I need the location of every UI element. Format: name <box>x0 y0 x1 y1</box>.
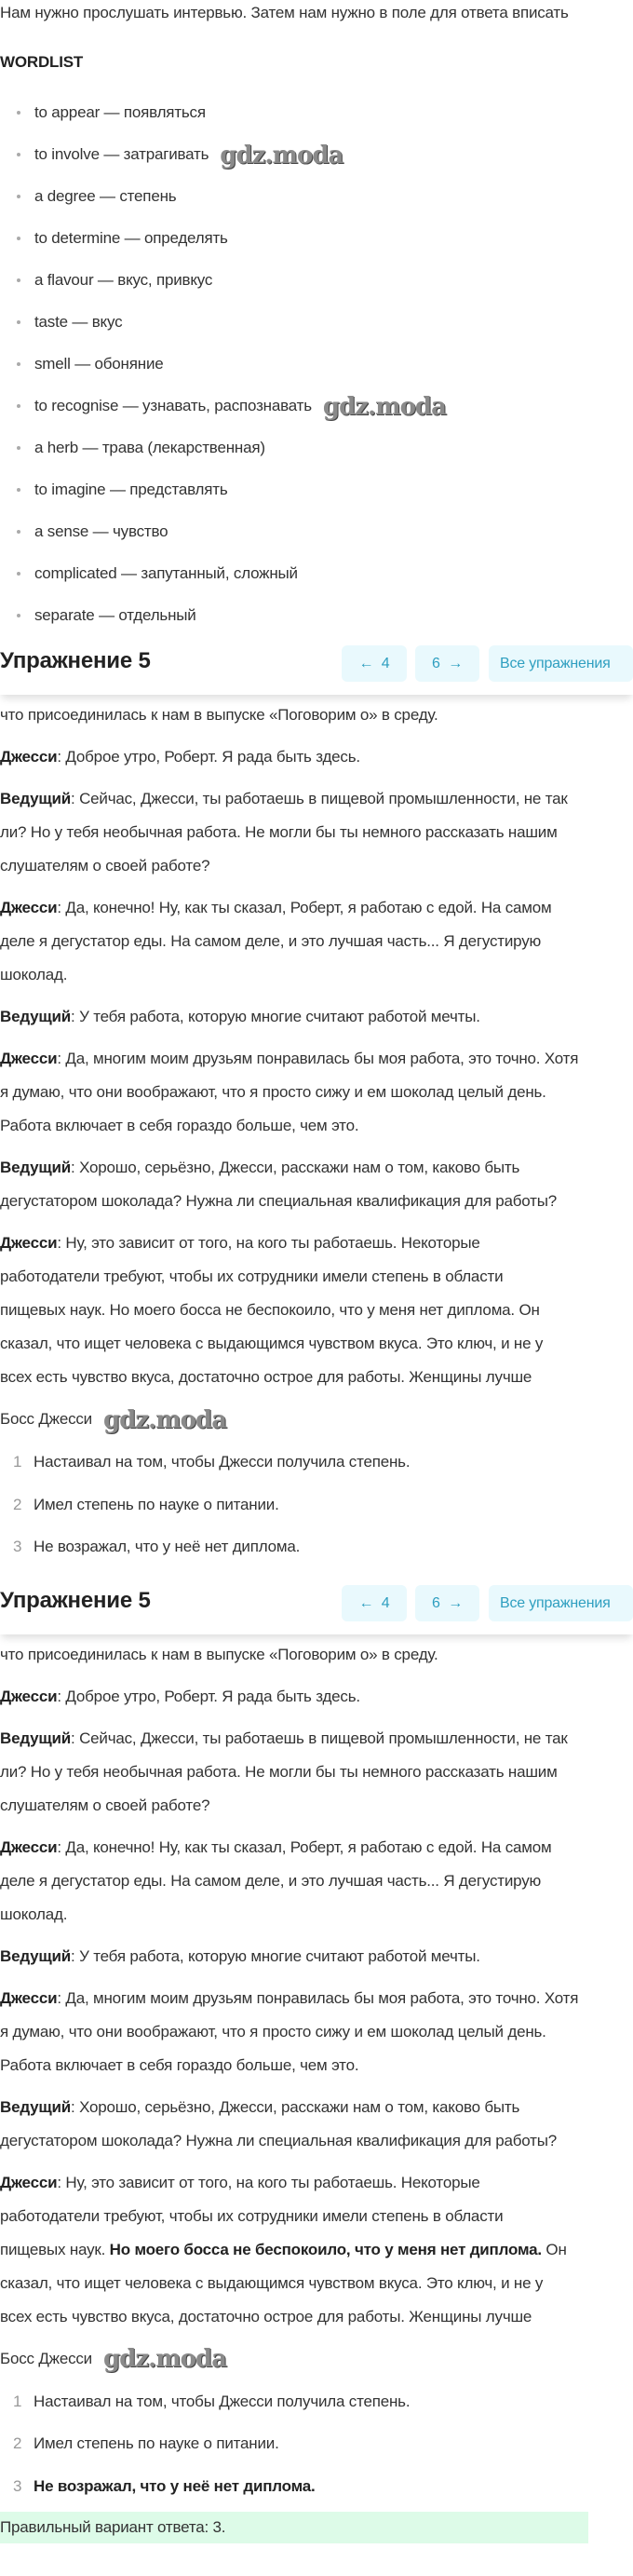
dialog-text: что присоединилась к нам в выпуске «Поговорим о» в среду. <box>0 1645 438 1663</box>
speaker-name: Джесси <box>0 1050 58 1067</box>
answer-option[interactable] <box>0 2427 633 2470</box>
dialog-line <box>0 1361 633 1394</box>
option-text: Настаивал на том, чтобы Джесси получила степень. <box>34 2392 411 2410</box>
dialog-text: деле я дегустатор еды. На самом деле, и это лучшая часть... Я дегустирую <box>0 932 542 950</box>
dialog-text: Он <box>541 2240 567 2258</box>
dialog-line <box>0 2091 633 2124</box>
dialog-text: : Сейчас, Джесси, ты работаешь в пищевой промышленности, не так <box>71 790 568 807</box>
wordlist-item-text: complicated — запутанный, сложный <box>34 564 298 582</box>
dialog-text: : Да, многим моим друзьям понравилась бы моя работа, это точно. Хотя <box>57 1988 579 2007</box>
dialog-paragraph <box>0 1940 633 1973</box>
bullet-icon <box>17 572 20 576</box>
dialog-line <box>0 958 633 992</box>
dialog-line <box>0 740 633 774</box>
dialog-text: сказал, что ищет человека с выдающимся чувством вкуса. Это ключ, и не у <box>0 2273 544 2292</box>
prev-label: 4 <box>381 656 390 671</box>
speaker-name: Джесси <box>0 1837 58 1856</box>
option-number: 2 <box>13 2434 22 2452</box>
bullet-icon <box>17 111 20 115</box>
bullet-icon <box>17 614 20 617</box>
watermark: gdz.moda <box>102 1405 227 1434</box>
wordlist-item-text: to determine — определять <box>34 229 228 247</box>
question-text: Босс Джесси <box>0 1410 92 1428</box>
dialog-paragraph <box>0 1151 633 1218</box>
option-text: Не возражал, что у неё нет диплома. <box>34 1538 301 1555</box>
dialog-line <box>0 2124 633 2158</box>
dialog-text: : Да, многим моим друзьям понравилась бы моя работа, это точно. Хотя <box>57 1050 579 1067</box>
dialog-line <box>0 1982 633 2015</box>
dialog-line <box>0 2200 633 2233</box>
speaker-name: Ведущий <box>0 1008 72 1025</box>
dialog-line <box>0 1000 633 1034</box>
dialog-line <box>0 1789 633 1823</box>
dialog-paragraph <box>0 891 633 992</box>
answer-option[interactable] <box>0 1530 633 1573</box>
wordlist-item-text: to imagine — представлять <box>34 481 228 498</box>
next-exercise-button[interactable] <box>415 1585 479 1621</box>
dialog-line <box>0 1756 633 1789</box>
answer-option[interactable] <box>0 1488 633 1531</box>
dialog-text: пищевых наук. <box>0 2240 110 2258</box>
dialog-line <box>0 1638 633 1672</box>
wordlist <box>0 96 633 641</box>
dialog-line <box>0 1898 633 1932</box>
wordlist-item-text: to appear — появляться <box>34 103 206 121</box>
dialog-paragraph <box>0 1831 633 1932</box>
dialog-text: я думаю, что они воображают, что я просто сижу и ем шоколад целый день. <box>0 2022 546 2040</box>
option-number: 1 <box>13 2392 22 2410</box>
highlighted-answer-text: Но моего босса не беспокоило, что у меня нет диплома. <box>109 2240 542 2258</box>
dialog-text: : Ну, это зависит от того, на кого ты работаешь. Некоторые <box>57 1234 480 1252</box>
question-line <box>0 1403 633 1436</box>
dialog-text: слушателям о своей работе? <box>0 1796 210 1814</box>
exercise-header <box>0 633 633 695</box>
wordlist-item <box>0 431 633 473</box>
answer-options <box>0 2385 633 2513</box>
wordlist-item-text: separate — отдельный <box>34 606 196 624</box>
dialog-line <box>0 782 633 816</box>
dialog-paragraph <box>0 782 633 883</box>
dialog-paragraph <box>0 698 633 732</box>
dialog-paragraph <box>0 2091 633 2158</box>
dialog-paragraph <box>0 1680 633 1714</box>
wordlist-title: WORDLIST <box>0 53 84 71</box>
dialog-text: сказал, что ищет человека с выдающимся чувством вкуса. Это ключ, и не у <box>0 1335 544 1352</box>
dialog-line <box>0 698 633 732</box>
dialog-paragraph <box>0 1722 633 1823</box>
answer-option[interactable] <box>0 1445 633 1488</box>
dialog-text: шоколад. <box>0 1905 68 1923</box>
dialog-line <box>0 1227 633 1260</box>
wordlist-item-text: a flavour — вкус, привкус <box>34 271 213 289</box>
dialog-line <box>0 1109 633 1143</box>
next-exercise-button[interactable] <box>415 645 479 682</box>
dialog-line <box>0 1151 633 1185</box>
bullet-icon <box>17 320 20 324</box>
speaker-name: Джесси <box>0 2173 58 2191</box>
dialog-paragraph <box>0 2166 633 2334</box>
dialog-line <box>0 2267 633 2300</box>
dialog-line <box>0 816 633 849</box>
speaker-name: Джесси <box>0 1687 58 1705</box>
prev-exercise-button[interactable] <box>342 645 407 682</box>
dialog-text: пищевых наук. Но моего босса не беспокоило, что у меня нет диплома. Он <box>0 1301 540 1319</box>
dialog-line <box>0 1722 633 1756</box>
dialog-paragraph <box>0 1227 633 1394</box>
prev-exercise-button[interactable] <box>342 1585 407 1621</box>
dialog-text: деле я дегустатор еды. На самом деле, и это лучшая часть... Я дегустирую <box>0 1871 542 1890</box>
dialog-text: : Хорошо, серьёзно, Джесси, расскажи нам о том, каково быть <box>71 1159 520 1176</box>
arrow-right-icon: → <box>448 1594 463 1611</box>
dialog-text: : Хорошо, серьёзно, Джесси, расскажи нам о том, каково быть <box>71 2097 520 2116</box>
bullet-icon <box>17 488 20 492</box>
exercise-title: Упражнение 5 <box>0 648 151 673</box>
option-text: Имел степень по науке о питании. <box>34 2434 279 2452</box>
dialog-section-2 <box>0 1638 633 2513</box>
wordlist-item-text: to recognise — узнавать, распознавать <box>34 397 312 414</box>
exercise-title: Упражнение 5 <box>0 1587 151 1613</box>
dialog-line <box>0 2300 633 2334</box>
dialog-text: слушателям о своей работе? <box>0 857 210 874</box>
wordlist-item-text: a herb — трава (лекарственная) <box>34 439 265 456</box>
speaker-name: Джесси <box>0 748 58 766</box>
speaker-name: Ведущий <box>0 1946 72 1965</box>
all-exercises-button[interactable]: Все упражнения <box>489 1585 633 1621</box>
dialog-line <box>0 1327 633 1361</box>
dialog-text: дегустатором шоколада? Нужна ли специальная квалификация для работы? <box>0 1192 558 1210</box>
bullet-icon <box>17 278 20 282</box>
dialog-section-1 <box>0 698 633 1573</box>
dialog-line <box>0 2166 633 2200</box>
speaker-name: Джесси <box>0 899 58 916</box>
dialog-text: ли? Но у тебя необычная работа. Не могли бы ты немного рассказать нашим <box>0 823 558 841</box>
wordlist-item <box>0 557 633 599</box>
dialog-line <box>0 1940 633 1973</box>
wordlist-item-text: a degree — степень <box>34 187 177 205</box>
watermark: gdz.moda <box>102 2345 227 2374</box>
dialog-text: : Ну, это зависит от того, на кого ты работаешь. Некоторые <box>57 2173 480 2191</box>
answer-option[interactable] <box>0 2470 633 2513</box>
wordlist-item <box>0 347 633 389</box>
dialog-line <box>0 1680 633 1714</box>
answer-options <box>0 1445 633 1573</box>
speaker-name: Джесси <box>0 1988 58 2007</box>
dialog-paragraph <box>0 740 633 774</box>
answer-option[interactable] <box>0 2385 633 2428</box>
question-text: Босс Джесси <box>0 2349 92 2367</box>
dialog-text: всех есть чувство вкуса, достаточно острое для работы. Женщины лучше <box>0 1368 532 1386</box>
bullet-icon <box>17 530 20 534</box>
dialog-line <box>0 2015 633 2049</box>
intro-text: Нам нужно прослушать интервью. Затем нам нужно в поле для ответа вписать <box>0 4 569 21</box>
dialog-text: Работа включает в себя гораздо больше, чем это. <box>0 1117 359 1134</box>
option-number: 3 <box>13 1538 22 1555</box>
option-text: Не возражал, что у неё нет диплома. <box>34 2476 316 2495</box>
dialog-line <box>0 925 633 958</box>
dialog-text: шоколад. <box>0 966 68 983</box>
correct-answer: Правильный вариант ответа: 3. <box>0 2512 588 2543</box>
question-line <box>0 2342 633 2376</box>
dialog-text: : Доброе утро, Роберт. Я рада быть здесь. <box>57 1687 360 1705</box>
dialog-paragraph <box>0 1000 633 1034</box>
bullet-icon <box>17 153 20 156</box>
watermark: gdz.moda <box>220 141 343 169</box>
bullet-icon <box>17 446 20 450</box>
dialog-line <box>0 1831 633 1864</box>
bullet-icon <box>17 404 20 408</box>
bullet-icon <box>17 195 20 198</box>
wordlist-item <box>0 473 633 515</box>
speaker-name: Ведущий <box>0 1729 72 1747</box>
all-exercises-button[interactable]: Все упражнения <box>489 645 633 682</box>
wordlist-item <box>0 515 633 557</box>
wordlist-item-text: smell — обоняние <box>34 355 164 373</box>
next-label: 6 <box>431 1594 440 1611</box>
bullet-icon <box>17 237 20 240</box>
option-number: 2 <box>13 1495 22 1513</box>
dialog-text: : Доброе утро, Роберт. Я рада быть здесь. <box>57 748 360 766</box>
dialog-line <box>0 849 633 883</box>
bullet-icon <box>17 362 20 366</box>
speaker-name: Джесси <box>0 1234 58 1252</box>
arrow-left-icon: ← <box>358 1594 374 1611</box>
option-number: 3 <box>13 2476 22 2495</box>
dialog-line <box>0 1864 633 1898</box>
dialog-line <box>0 891 633 925</box>
dialog-text: : Сейчас, Джесси, ты работаешь в пищевой промышленности, не так <box>71 1729 568 1747</box>
wordlist-item-text: a sense — чувство <box>34 522 168 540</box>
dialog-line <box>0 1042 633 1076</box>
option-text: Имел степень по науке о питании. <box>34 1495 279 1513</box>
option-text: Настаивал на том, чтобы Джесси получила степень. <box>34 1453 411 1471</box>
dialog-line <box>0 1185 633 1218</box>
wordlist-item <box>0 264 633 305</box>
dialog-text: дегустатором шоколада? Нужна ли специальная квалификация для работы? <box>0 2131 558 2149</box>
dialog-text: я думаю, что они воображают, что я просто сижу и ем шоколад целый день. <box>0 1083 546 1101</box>
dialog-line <box>0 1260 633 1294</box>
exercise-header <box>0 1573 633 1634</box>
dialog-text: : У тебя работа, которую многие считают работой мечты. <box>71 1946 480 1965</box>
dialog-text: работодатели требуют, чтобы их сотрудники имели степень в области <box>0 1268 504 1285</box>
dialog-text: ли? Но у тебя необычная работа. Не могли бы ты немного рассказать нашим <box>0 1762 558 1781</box>
dialog-text: что присоединилась к нам в выпуске «Поговорим о» в среду. <box>0 706 438 724</box>
wordlist-item <box>0 96 633 138</box>
wordlist-item <box>0 180 633 222</box>
wordlist-item <box>0 389 633 431</box>
prev-label: 4 <box>381 1594 390 1611</box>
arrow-right-icon: → <box>448 656 463 671</box>
dialog-line <box>0 1294 633 1327</box>
arrow-left-icon: ← <box>358 656 374 671</box>
dialog-text: : Да, конечно! Ну, как ты сказал, Роберт, я работаю с едой. На самом <box>57 1837 552 1856</box>
dialog-text: Работа включает в себя гораздо больше, чем это. <box>0 2055 359 2074</box>
wordlist-item-text: to involve — затрагивать <box>34 145 209 163</box>
next-label: 6 <box>431 656 440 671</box>
wordlist-item-text: taste — вкус <box>34 313 123 331</box>
wordlist-item <box>0 138 633 180</box>
dialog-line <box>0 2049 633 2082</box>
dialog-text: : У тебя работа, которую многие считают работой мечты. <box>71 1008 480 1025</box>
speaker-name: Ведущий <box>0 2097 72 2116</box>
speaker-name: Ведущий <box>0 1159 72 1176</box>
speaker-name: Ведущий <box>0 790 72 807</box>
option-number: 1 <box>13 1453 22 1471</box>
dialog-text: работодатели требуют, чтобы их сотрудники имели степень в области <box>0 2206 504 2225</box>
dialog-text: всех есть чувство вкуса, достаточно острое для работы. Женщины лучше <box>0 2307 532 2325</box>
dialog-paragraph <box>0 1982 633 2082</box>
dialog-line <box>0 1076 633 1109</box>
wordlist-item <box>0 305 633 347</box>
dialog-line <box>0 2233 633 2267</box>
dialog-paragraph <box>0 1042 633 1143</box>
watermark: gdz.moda <box>322 392 446 421</box>
dialog-text: : Да, конечно! Ну, как ты сказал, Роберт, я работаю с едой. На самом <box>57 899 552 916</box>
wordlist-item <box>0 222 633 264</box>
dialog-paragraph <box>0 1638 633 1672</box>
